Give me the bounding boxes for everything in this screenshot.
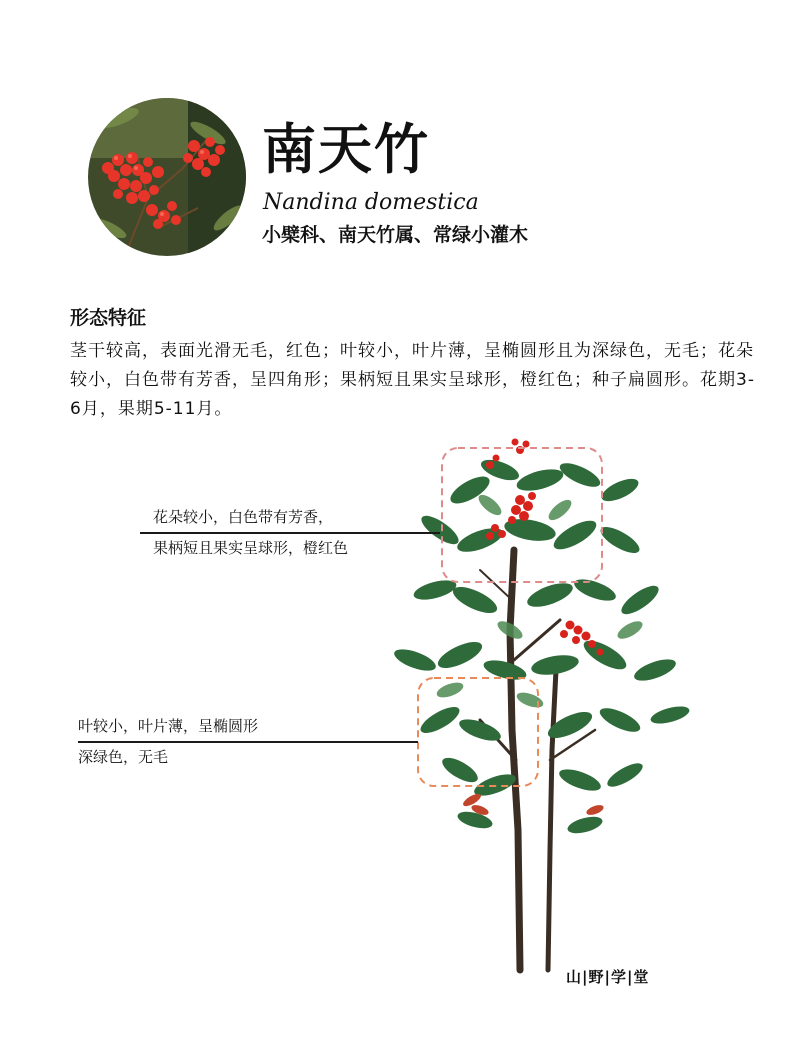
species-photo	[88, 98, 246, 256]
brand-signature: 山|野|学|堂	[566, 968, 650, 986]
flower-callout-line2: 果柄短且果实呈球形，橙红色	[153, 539, 349, 557]
flower-callout-leader	[140, 532, 440, 534]
leaf-callout-line2: 深绿色，无毛	[78, 748, 169, 766]
flower-callout-line1: 花朵较小，白色带有芳香，	[153, 508, 334, 526]
leaf-callout-line1: 叶较小，叶片薄，呈椭圆形	[78, 717, 259, 735]
morphology-heading: 形态特征	[70, 307, 147, 329]
tree-illustration	[380, 430, 700, 975]
leaf-callout-leader	[78, 741, 418, 743]
taxonomy-text: 小檗科、南天竹属、常绿小灌木	[262, 224, 529, 246]
berry-cluster-image	[88, 98, 246, 256]
latin-name: Nandina domestica	[263, 190, 479, 215]
morphology-description: 茎干较高，表面光滑无毛，红色；叶较小，叶片薄，呈椭圆形且为深绿色，无毛；花朵较小，白色带有芳香，呈四角形；果柄短且果实呈球形，橙红色；种子扁圆形。花期3-6月，果期5-11月。	[70, 341, 755, 419]
nandina-tree-icon	[380, 430, 700, 975]
species-title: 南天竹	[262, 118, 430, 181]
species-header	[0, 0, 800, 270]
